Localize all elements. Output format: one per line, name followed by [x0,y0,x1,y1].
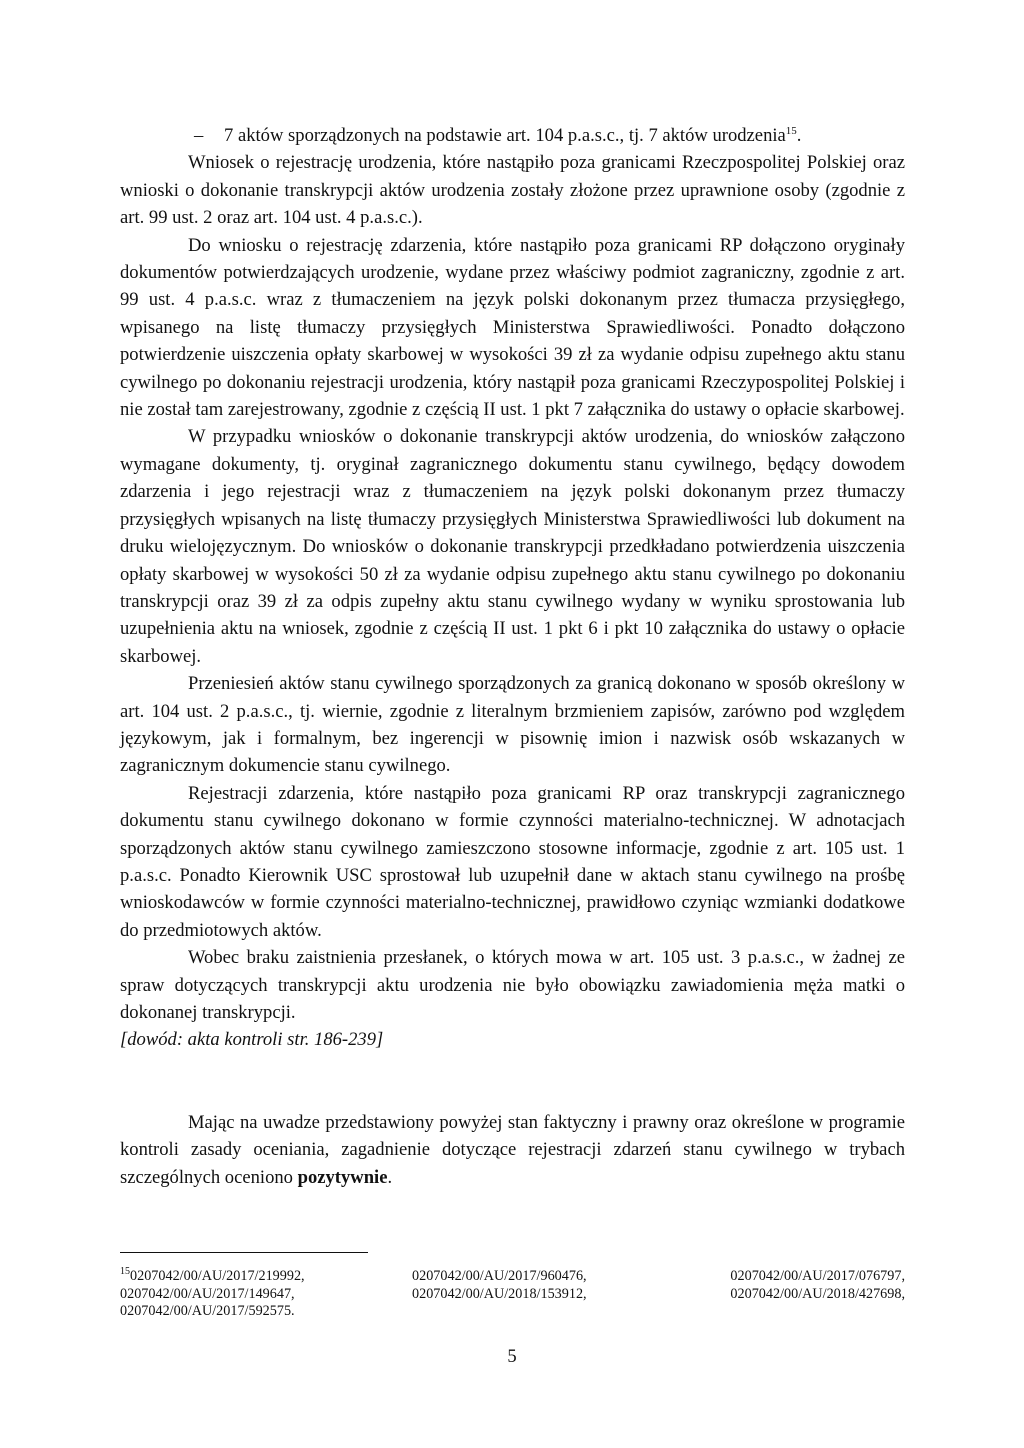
case-number: 0207042/00/AU/2017/219992, [130,1268,305,1284]
spacer [120,1054,905,1109]
list-item-text: 7 aktów sporządzonych na podstawie art. 104 p.a.s.c., tj. 7 aktów urodzenia [224,125,786,146]
footnote-separator [120,1252,368,1253]
page-number: 5 [507,1346,517,1367]
case-number: 0207042/00/AU/2017/149647, [120,1285,295,1302]
paragraph: Wobec braku zaistnienia przesłanek, o których mowa w art. 105 ust. 3 p.a.s.c., w żadnej ze spraw dotyczących transkrypcji aktu urodzenia nie było obowiązku zawiadomienia męża matki o dokonanej transkrypcji. [120,947,905,1023]
conclusion-text: Mając na uwadze przedstawiony powyżej stan faktyczny i prawny oraz określone w programie kontroli zasady oceniania, zagadnienie dotyczące rejestracji zdarzeń stanu cywilnego w trybach szczególnych oceniono [120,1111,905,1188]
evidence-reference: [dowód: akta kontroli str. 186-239] [120,1029,384,1051]
assessment-result: pozytywnie [297,1166,388,1188]
footnote [120,1268,905,1321]
case-number: 0207042/00/AU/2017/960476, [412,1268,587,1284]
conclusion-end: . [387,1166,393,1188]
document-body [120,122,905,1191]
case-number: 0207042/00/AU/2017/592575. [120,1303,295,1319]
footnote-row [120,1268,905,1286]
list-item-end: . [796,125,802,146]
footnote-reference[interactable]: 15 [785,124,797,137]
case-number: 0207042/00/AU/2017/076797, [730,1268,905,1284]
paragraph: Przeniesień aktów stanu cywilnego sporządzonych za granicą dokonano w sposób określony w art. 104 ust. 2 p.a.s.c., tj. wiernie, zgodnie z literalnym brzmieniem zapisów, zarówno pod względem językowym, jak i formalnym, bez ingerencji w pisownię imion i nazwisk osób wskazanych w zagranicznym dokumencie stanu cywilnego. [120,673,905,777]
footnote-cell: 150207042/00/AU/2017/219992, [120,1266,305,1284]
paragraph: Wniosek o rejestrację urodzenia, które nastąpiło poza granicami Rzeczpospolitej Polskiej oraz wnioski o dokonanie transkrypcji aktów urodzenia zostały złożone przez uprawnione osoby (zgodnie z art. 99 ust. 2 oraz art. 104 ust. 4 p.a.s.c.). [120,152,905,229]
paragraph: Do wniosku o rejestrację zdarzenia, które nastąpiło poza granicami RP dołączono oryginały dokumentów potwierdzających urodzenie, wydane przez właściwy podmiot zagraniczny, zgodnie z art. 99 ust. 4 p.a.s.c. wraz z tłumaczeniem na język polski dokonanym przez tłumacza przysięgłego, wpisanego na listę tłumaczy przysięgłych Ministerstwa Sprawiedliwości. Ponadto dołączono potwierdzenie uiszczenia opłaty skarbowej w wysokości 39 zł za wydanie odpisu zupełnego aktu stanu cywilnego po dokonaniu rejestracji urodzenia, który nastąpił poza granicami Rzeczypospolitej Polskiej i nie został tam zarejestrowany, zgodnie z częścią II ust. 1 pkt 7 załącznika do ustawy o opłacie skarbowej. [120,234,905,421]
case-number: 0207042/00/AU/2018/427698, [730,1285,905,1302]
case-number: 0207042/00/AU/2018/153912, [412,1285,587,1302]
list-item [194,122,905,149]
footnote-row [120,1286,905,1304]
footnote-row [120,1303,905,1321]
paragraph: Rejestracji zdarzenia, które nastąpiło poza granicami RP oraz transkrypcji zagranicznego dokumentu stanu cywilnego dokonano w formie czynności materialno-technicznej. W adnotacjach sporządzonych aktów stanu cywilnego zamieszczono stosowne informacje, zgodnie z art. 105 ust. 1 p.a.s.c. Ponadto Kierownik USC sprostował lub uzupełnił dane w aktach stanu cywilnego na prośbę wnioskodawców w formie czynności materialno-technicznej, prawidłowo czyniąc wzmianki dodatkowe do przedmiotowych aktów. [120,782,905,941]
list-dash: – [194,125,204,146]
paragraph: W przypadku wniosków o dokonanie transkrypcji aktów urodzenia, do wniosków załączono wymagane dokumenty, tj. oryginał zagranicznego dokumentu stanu cywilnego, będący dowodem zdarzenia i jego rejestracji wraz z tłumaczeniem na język polski dokonanym przez tłumaczy przysięgłych wpisanych na listę tłumaczy przysięgłych Ministerstwa Sprawiedliwości lub dokument na druku wielojęzycznym. Do wniosków o dokonanie transkrypcji przedkładano potwierdzenia uiszczenia opłaty skarbowej w wysokości 50 zł za wydanie odpisu zupełnego aktu stanu cywilnego po dokonaniu transkrypcji oraz 39 zł za odpis zupełny aktu stanu cywilnego wydany w wyniku sprostowania lub uzupełnienia aktu na wniosek, zgodnie z częścią II ust. 1 pkt 6 i pkt 10 załącznika do ustawy o opłacie skarbowej. [120,426,905,667]
conclusion-paragraph [120,1109,905,1191]
